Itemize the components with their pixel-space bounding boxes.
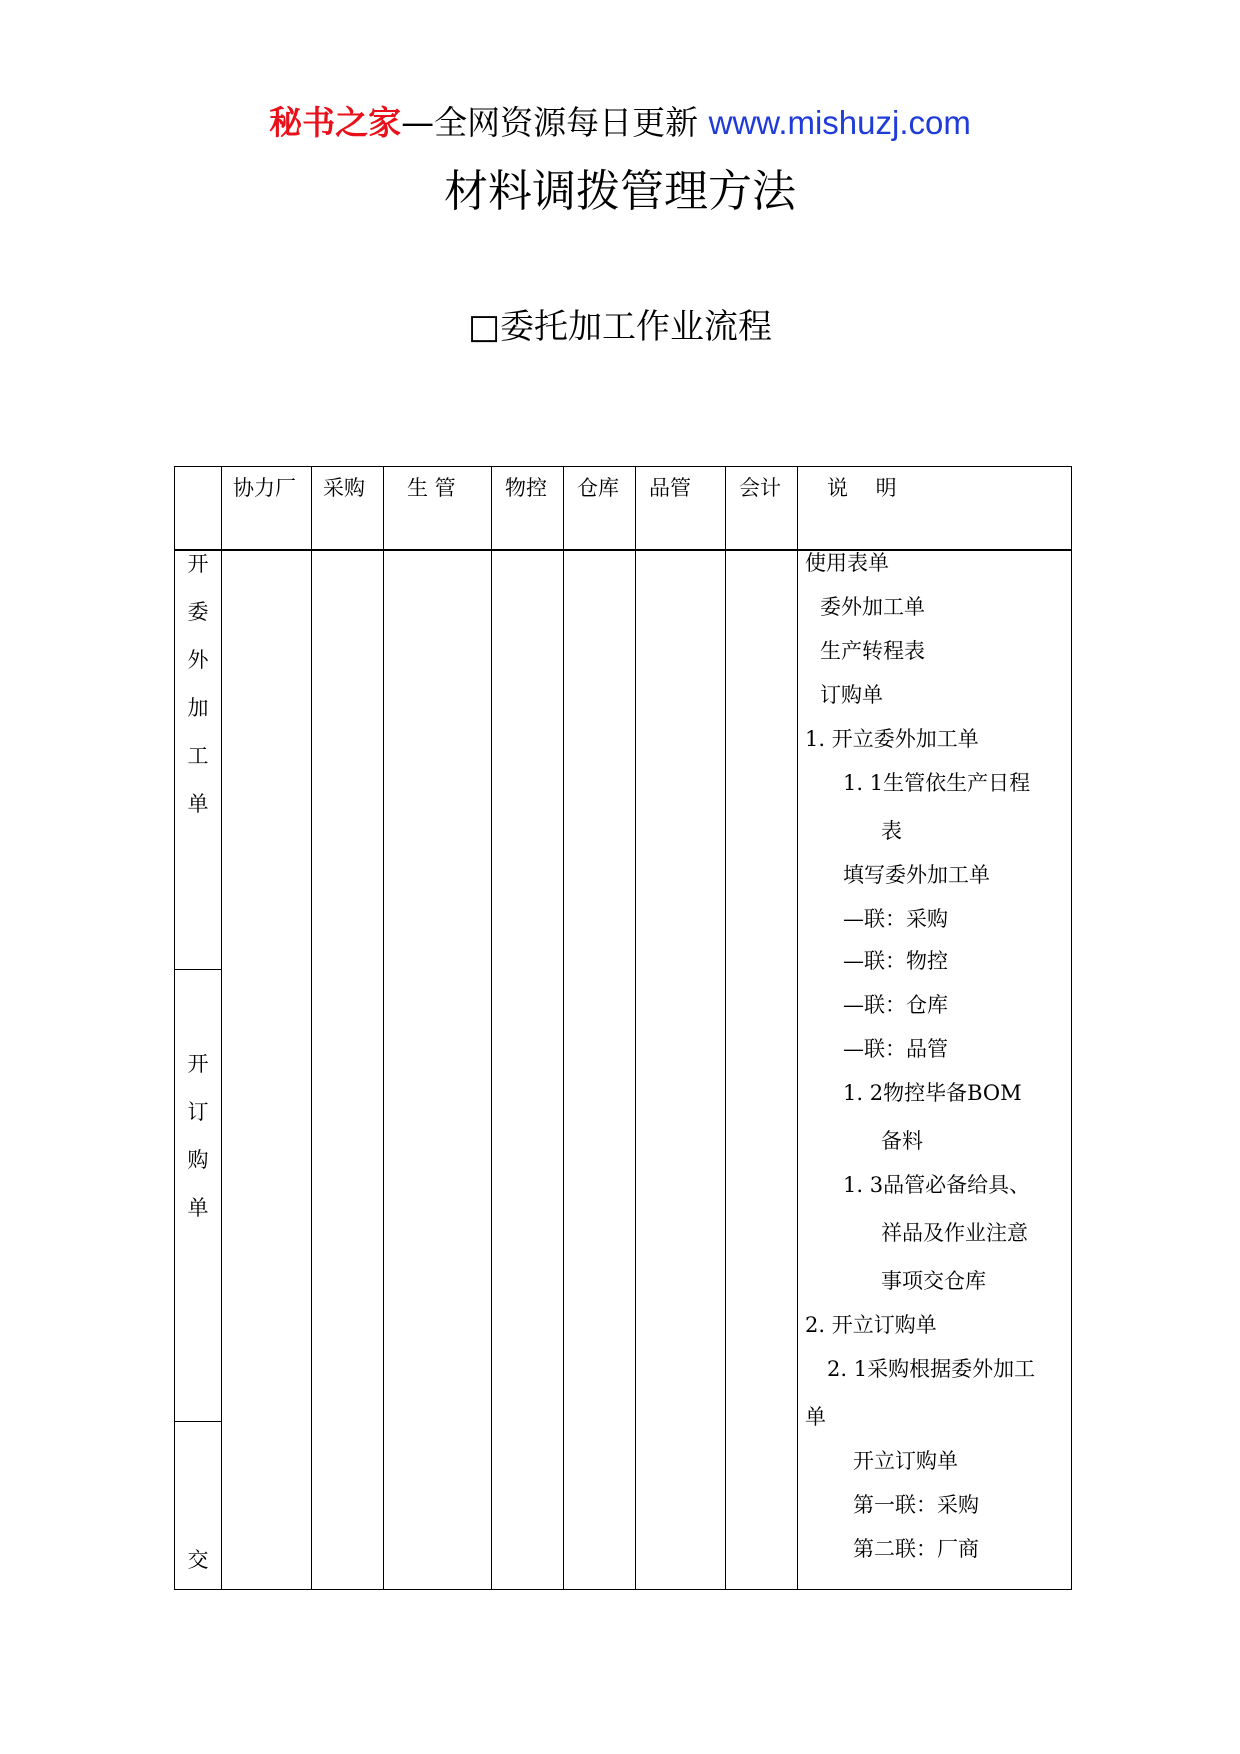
column-divider xyxy=(725,467,726,1589)
column-divider xyxy=(383,467,384,1589)
phase-divider xyxy=(175,969,221,970)
desc-line: 事项交仓库 xyxy=(881,1269,986,1293)
column-divider xyxy=(563,467,564,1589)
desc-line: 委外加工单 xyxy=(820,595,925,619)
desc-line: 1. 开立委外加工单 xyxy=(805,727,979,751)
phase-char: 交 xyxy=(187,1548,209,1572)
desc-line: —联：仓库 xyxy=(843,993,948,1017)
desc-line: 2. 开立订购单 xyxy=(805,1313,937,1337)
desc-line: 祥品及作业注意 xyxy=(881,1221,1028,1245)
phase-char: 外 xyxy=(187,648,209,672)
header-banner xyxy=(0,101,1240,145)
flow-table xyxy=(174,466,1072,1590)
column-header-material-control: 物控 xyxy=(505,476,547,500)
column-header-warehouse: 仓库 xyxy=(577,476,619,500)
column-header-description: 说 明 xyxy=(827,476,897,500)
phase-char: 单 xyxy=(187,792,209,816)
phase-char: 单 xyxy=(187,1196,209,1220)
brand-name: 秘书之家 xyxy=(269,103,402,142)
desc-line: 第一联：采购 xyxy=(853,1493,979,1517)
column-divider xyxy=(491,467,492,1589)
desc-line: 第二联：厂商 xyxy=(853,1537,979,1561)
brand-tagline: —全网资源每日更新 xyxy=(401,103,699,142)
phase-label-delivery xyxy=(178,1545,218,1593)
desc-line: 表 xyxy=(881,819,902,843)
site-url[interactable]: www.mishuzj.com xyxy=(708,104,971,141)
phase-char: 订 xyxy=(187,1100,209,1124)
desc-line: 填写委外加工单 xyxy=(843,863,990,887)
phase-char: 工 xyxy=(187,744,209,768)
section-title: □委托加工作业流程 xyxy=(467,307,773,347)
desc-line: 开立订购单 xyxy=(853,1449,958,1473)
desc-line: 1. 1生管依生产日程 xyxy=(843,771,1031,795)
desc-line: —联：品管 xyxy=(843,1037,948,1061)
phase-char: 加 xyxy=(187,696,209,720)
phase-label-purchase-order xyxy=(178,1049,218,1241)
desc-line: 生产转程表 xyxy=(820,639,925,663)
desc-line: 使用表单 xyxy=(805,551,889,575)
column-divider xyxy=(635,467,636,1589)
desc-line: 2. 1采购根据委外加工 xyxy=(827,1357,1036,1381)
desc-line: 1. 2物控毕备BOM xyxy=(843,1081,1022,1105)
phase-divider xyxy=(175,1421,221,1422)
desc-line: 单 xyxy=(805,1405,826,1429)
phase-label-outsourcing-order xyxy=(178,549,218,837)
column-header-supplier: 协力厂 xyxy=(233,476,296,500)
phase-char: 开 xyxy=(187,552,209,576)
column-divider xyxy=(221,467,222,1589)
desc-line: 1. 3品管必备给具、 xyxy=(843,1173,1031,1197)
column-header-quality: 品管 xyxy=(649,476,691,500)
header-row-divider xyxy=(175,549,1071,551)
desc-line: 订购单 xyxy=(820,683,883,707)
phase-char: 委 xyxy=(187,600,209,624)
column-header-accounting: 会计 xyxy=(739,476,781,500)
column-header-purchasing: 采购 xyxy=(323,476,365,500)
document-title: 材料调拨管理方法 xyxy=(444,166,796,217)
column-divider xyxy=(797,467,798,1589)
column-header-production-control: 生 管 xyxy=(407,476,456,500)
desc-line: —联：采购 xyxy=(843,907,948,931)
column-divider xyxy=(311,467,312,1589)
phase-char: 购 xyxy=(187,1148,209,1172)
desc-line: —联：物控 xyxy=(843,949,948,973)
phase-char: 开 xyxy=(187,1052,209,1076)
desc-line: 备料 xyxy=(881,1129,923,1153)
